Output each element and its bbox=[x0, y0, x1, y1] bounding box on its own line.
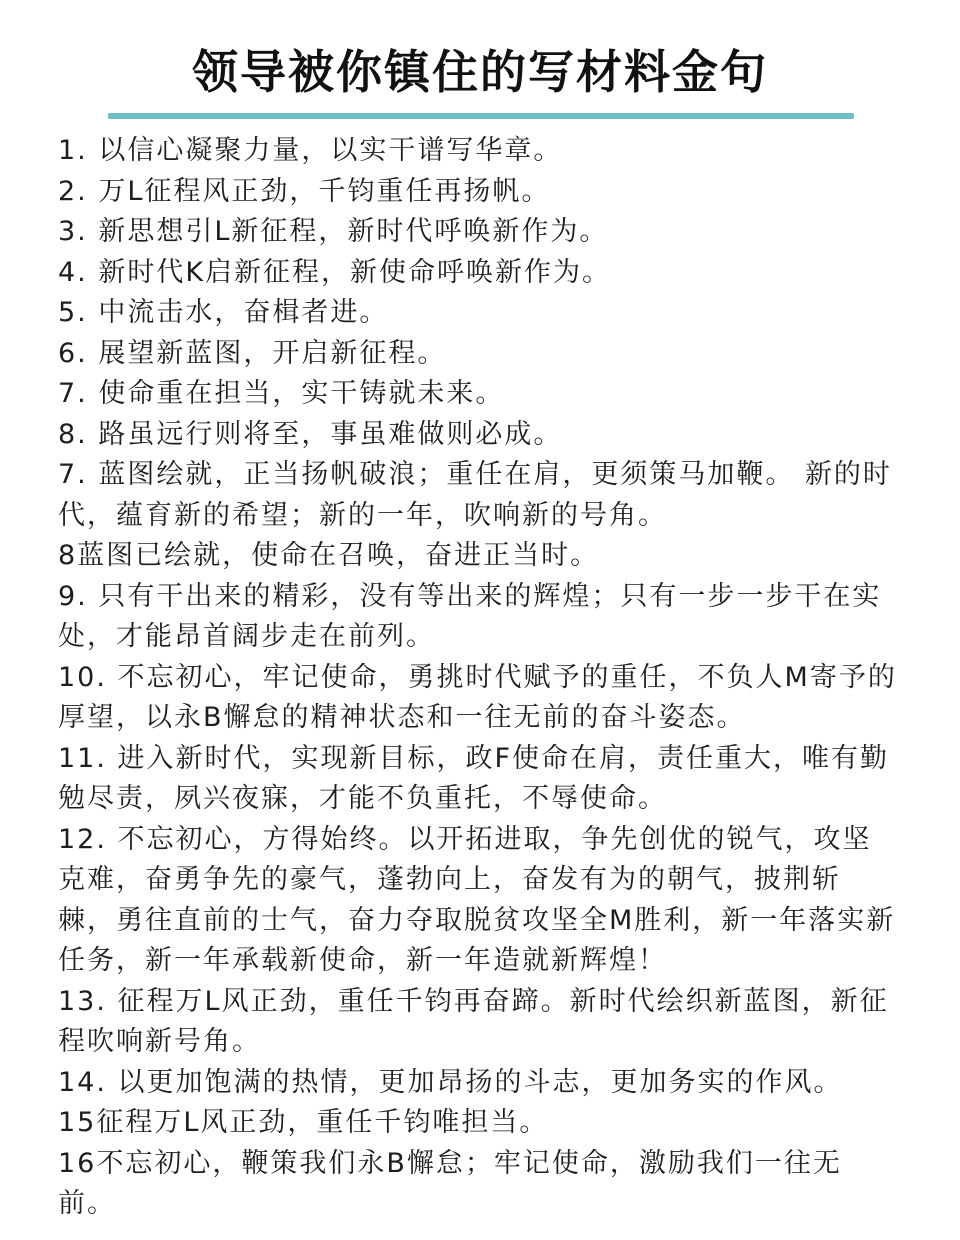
quote-list bbox=[58, 131, 898, 1225]
quote-item: 8蓝图已绘就，使命在召唤，奋进正当时。 bbox=[58, 540, 600, 571]
quote-item: 12. 不忘初心，方得始终。以开拓进取，争先创优的锐气，攻坚克难，奋勇争先的豪气，蓬勃向上，奋发有为的朝气，披荆斩棘，勇往直前的士气，奋力夺取脱贫攻坚全M胜利，新一年落实新任务，新一年承载新使命，新一年造就新辉煌！ bbox=[58, 823, 896, 976]
page-title: 领导被你镇住的写材料金句 bbox=[192, 45, 768, 99]
quote-item: 3. 新思想引L新征程，新时代呼唤新作为。 bbox=[58, 216, 609, 247]
quote-item: 13. 征程万L风正劲，重任千钧再奋蹄。新时代绘织新蓝图，新征程吹响新号角。 bbox=[58, 985, 889, 1057]
quote-item: 5. 中流击水，奋楫者进。 bbox=[58, 297, 389, 328]
quote-item: 15征程万L风正劲，重任千钧唯担当。 bbox=[58, 1107, 549, 1138]
quote-item: 7. 蓝图绘就，正当扬帆破浪；重任在肩，更须策马加鞭。 新的时代，蕴育新的希望；新的一年，吹响新的号角。 bbox=[58, 459, 892, 531]
quote-item: 11. 进入新时代，实现新目标，政F使命在肩，责任重大，唯有勤勉尽责，夙兴夜寐，才能不负重托，不辱使命。 bbox=[58, 742, 890, 814]
quote-item: 16不忘初心，鞭策我们永B懈怠；牢记使命，激励我们一往无前。 bbox=[58, 1147, 842, 1219]
title-underline bbox=[108, 113, 854, 119]
quote-item: 9. 只有干出来的精彩，没有等出来的辉煌；只有一步一步干在实处，才能昂首阔步走在前列。 bbox=[58, 580, 882, 652]
quote-item: 7. 使命重在担当，实干铸就未来。 bbox=[58, 378, 505, 409]
quote-item: 14. 以更加饱满的热情，更加昂扬的斗志，更加务实的作风。 bbox=[58, 1066, 843, 1098]
quote-item: 4. 新时代K启新征程，新使命呼唤新作为。 bbox=[58, 256, 612, 288]
quote-item: 8. 路虽远行则将至，事虽难做则必成。 bbox=[58, 418, 563, 450]
quote-item: 2. 万L征程风正劲，千钧重任再扬帆。 bbox=[58, 175, 551, 207]
quote-item: 6. 展望新蓝图，开启新征程。 bbox=[58, 337, 447, 369]
quote-item: 10. 不忘初心，牢记使命，勇挑时代赋予的重任，不负人M寄予的厚望，以永B懈怠的精神状态和一往无前的奋斗姿态。 bbox=[58, 661, 897, 733]
quote-item: 1. 以信心凝聚力量，以实干谱写华章。 bbox=[58, 135, 563, 166]
